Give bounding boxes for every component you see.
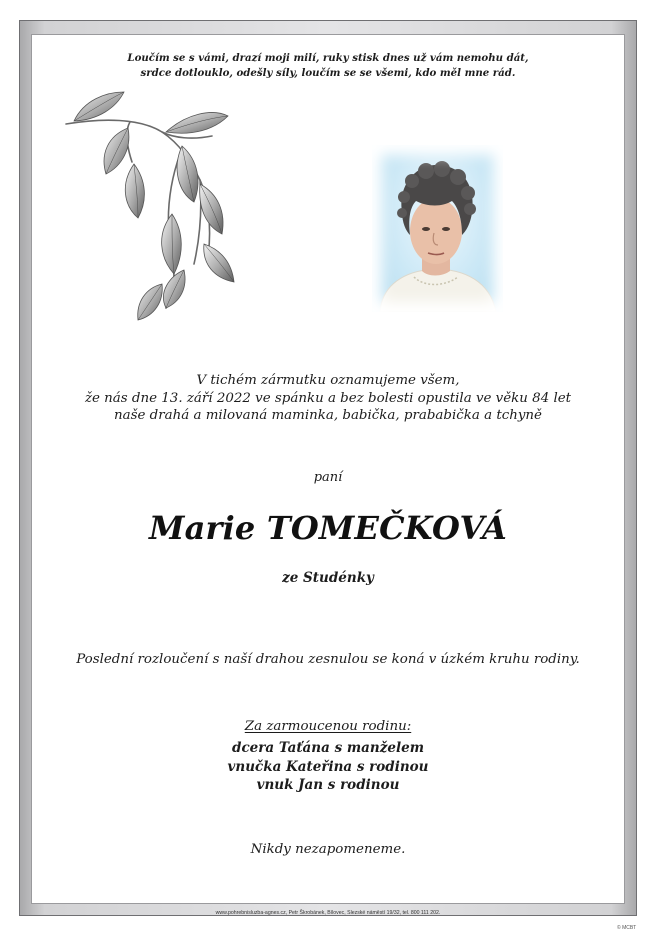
verse-line: srdce dotlouklo, odešly síly, loučím se se všemi, kdo měl mne rád. [140, 67, 516, 79]
leaf-branch-icon [62, 88, 252, 338]
family-member: vnuk Jan s rodinou [256, 777, 400, 793]
family-member: vnučka Kateřina s rodinou [227, 758, 429, 775]
deceased-origin: ze Studénky [282, 570, 374, 586]
family-heading: Za zarmoucenou rodinu: [244, 719, 412, 734]
closing-line: Nikdy nezapomeneme. [250, 842, 406, 857]
farewell-notice: Poslední rozloučení s naší drahou zesnulou se koná v úzkém kruhu rodiny. [76, 652, 580, 667]
portrait-photo [372, 145, 503, 312]
death-announcement [31, 372, 625, 425]
watermark: © MCBT [617, 925, 637, 931]
announcement-line: naše drahá a milovaná maminka, babička, prababička a tchyně [114, 408, 542, 423]
family-list [31, 739, 625, 795]
memorial-verse [31, 51, 625, 81]
portrait-icon [372, 145, 503, 312]
announcement-line: V tichém zármutku oznamujeme všem, [196, 373, 460, 388]
salutation: paní [313, 470, 343, 485]
verse-line: Loučím se s vámi, drazí moji milí, ruky stisk dnes už vám nemohu dát, [127, 52, 529, 64]
deceased-name: Marie TOMEČKOVÁ [148, 509, 508, 547]
funeral-service-footer: www.pohrebnisluzba-agnes.cz, Petr Škrobánek, Bílovec, Slezské náměstí 19/32, tel. 800 111 202. [215, 910, 441, 916]
family-member: dcera Taťána s manželem [232, 740, 424, 756]
announcement-line: že nás dne 13. září 2022 ve spánku a bez bolesti opustila ve věku 84 let [84, 390, 572, 406]
